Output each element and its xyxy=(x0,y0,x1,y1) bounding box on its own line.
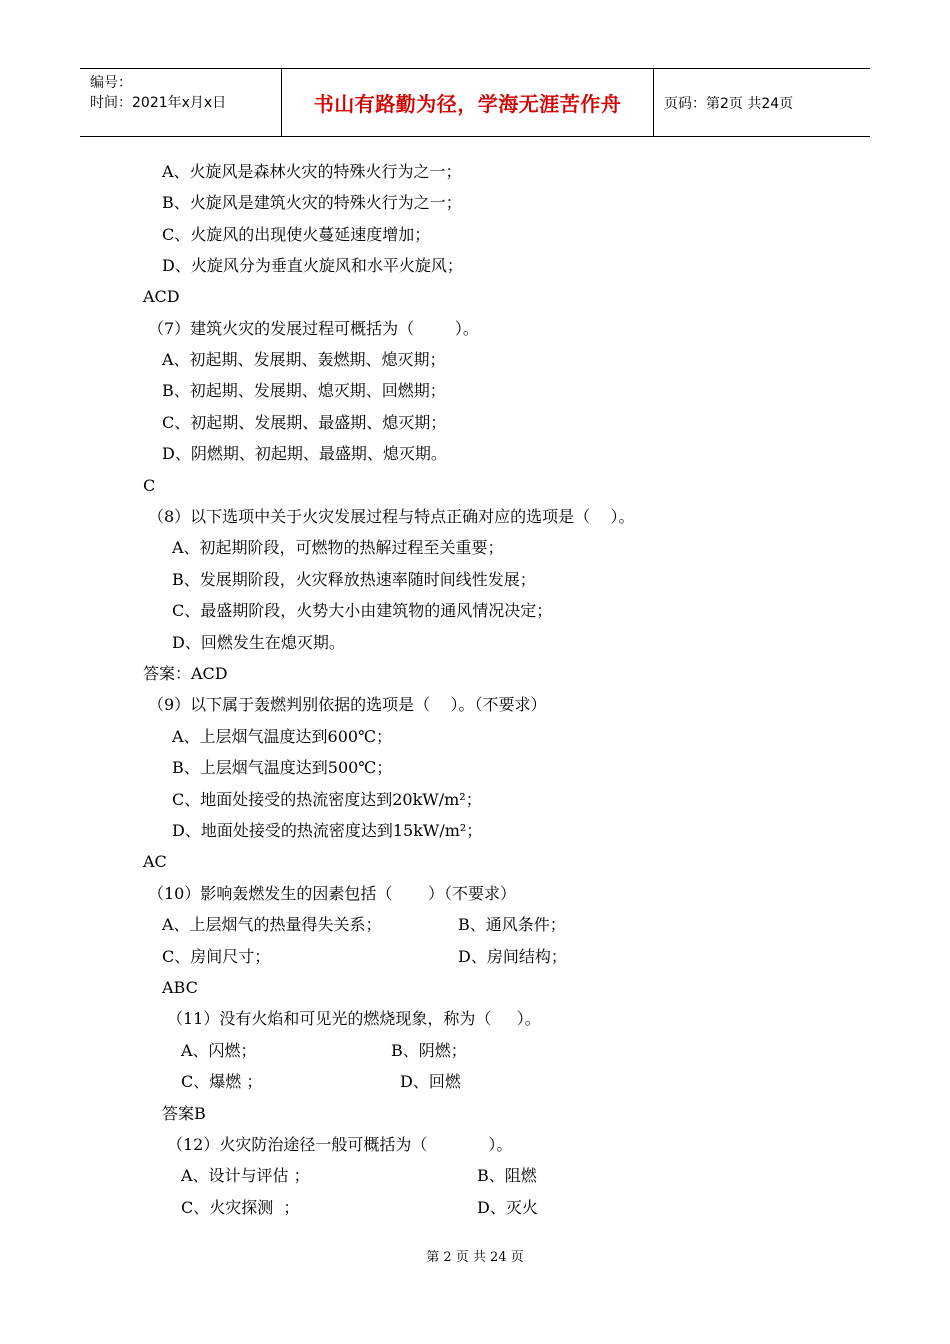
option-line: C、爆燃 ； xyxy=(181,1072,263,1091)
option-line: B、发展期阶段，火灾释放热速率随时间线性发展； xyxy=(172,570,536,589)
option-line: C、最盛期阶段，火势大小由建筑物的通风情况决定； xyxy=(172,601,553,620)
option-line: D、灭火 xyxy=(477,1198,538,1217)
date-label: 时间：2021年x月x日 xyxy=(90,95,227,111)
answer-line: C xyxy=(143,476,156,495)
option-line: D、房间结构； xyxy=(458,947,567,966)
option-line: A、初起期阶段，可燃物的热解过程至关重要； xyxy=(172,538,504,557)
option-line: D、阴燃期、初起期、最盛期、熄灭期。 xyxy=(162,444,447,463)
page-number-label: 页码：第2页 共24页 xyxy=(664,95,794,112)
answer-line: ABC xyxy=(162,978,198,997)
option-line: B、阻燃 xyxy=(477,1166,537,1185)
question-line: （12）火灾防治途径一般可概括为（ ）。 xyxy=(167,1135,513,1154)
page-header xyxy=(80,68,870,137)
header-page-cell xyxy=(654,69,870,136)
answer-line: ACD xyxy=(143,287,180,306)
answer-line: 答案B xyxy=(162,1104,206,1123)
option-line: C、地面处接受的热流密度达到20kW/m²； xyxy=(172,790,482,809)
page-footer: 第 2 页 共 24 页 xyxy=(426,1250,524,1265)
option-line: C、火灾探测 ； xyxy=(181,1198,300,1217)
option-line: B、上层烟气温度达到500℃； xyxy=(172,758,393,777)
question-line: （9）以下属于轰燃判别依据的选项是（ ）。（不要求） xyxy=(148,695,547,714)
option-line: A、设计与评估 ； xyxy=(181,1166,310,1185)
question-line: （7）建筑火灾的发展过程可概括为（ ）。 xyxy=(148,319,479,338)
question-line: （8）以下选项中关于火灾发展过程与特点正确对应的选项是（ ）。 xyxy=(148,507,635,526)
answer-line: 答案：ACD xyxy=(143,664,228,683)
option-line: A、上层烟气温度达到600℃； xyxy=(172,727,392,746)
option-line: D、回燃 xyxy=(400,1072,461,1091)
option-line: B、初起期、发展期、熄灭期、回燃期； xyxy=(162,381,446,400)
header-left-cell xyxy=(80,69,282,136)
option-line: D、火旋风分为垂直火旋风和水平火旋风； xyxy=(162,256,463,275)
option-line: C、火旋风的出现使火蔓延速度增加； xyxy=(162,225,431,244)
option-line: C、初起期、发展期、最盛期、熄灭期； xyxy=(162,413,447,432)
option-line: B、火旋风是建筑火灾的特殊火行为之一； xyxy=(162,193,462,212)
option-line: A、上层烟气的热量得失关系； xyxy=(162,915,382,934)
option-line: C、房间尺寸； xyxy=(162,947,271,966)
answer-line: AC xyxy=(143,852,167,871)
header-motto-cell xyxy=(282,69,654,136)
serial-number-label: 编号： xyxy=(90,75,132,91)
option-line: B、通风条件； xyxy=(458,915,566,934)
question-line: （10）影响轰燃发生的因素包括（ ）（不要求） xyxy=(148,884,516,903)
option-line: B、阴燃； xyxy=(391,1041,467,1060)
option-line: D、地面处接受的热流密度达到15kW/m²； xyxy=(172,821,483,840)
option-line: A、初起期、发展期、轰燃期、熄灭期； xyxy=(162,350,446,369)
option-line: A、火旋风是森林火灾的特殊火行为之一； xyxy=(162,162,462,181)
motto-text: 书山有路勤为径，学海无涯苦作舟 xyxy=(313,92,622,116)
question-line: （11）没有火焰和可见光的燃烧现象，称为（ ）。 xyxy=(167,1009,541,1028)
option-line: D、回燃发生在熄灭期。 xyxy=(172,633,345,652)
option-line: A、闪燃； xyxy=(181,1041,257,1060)
